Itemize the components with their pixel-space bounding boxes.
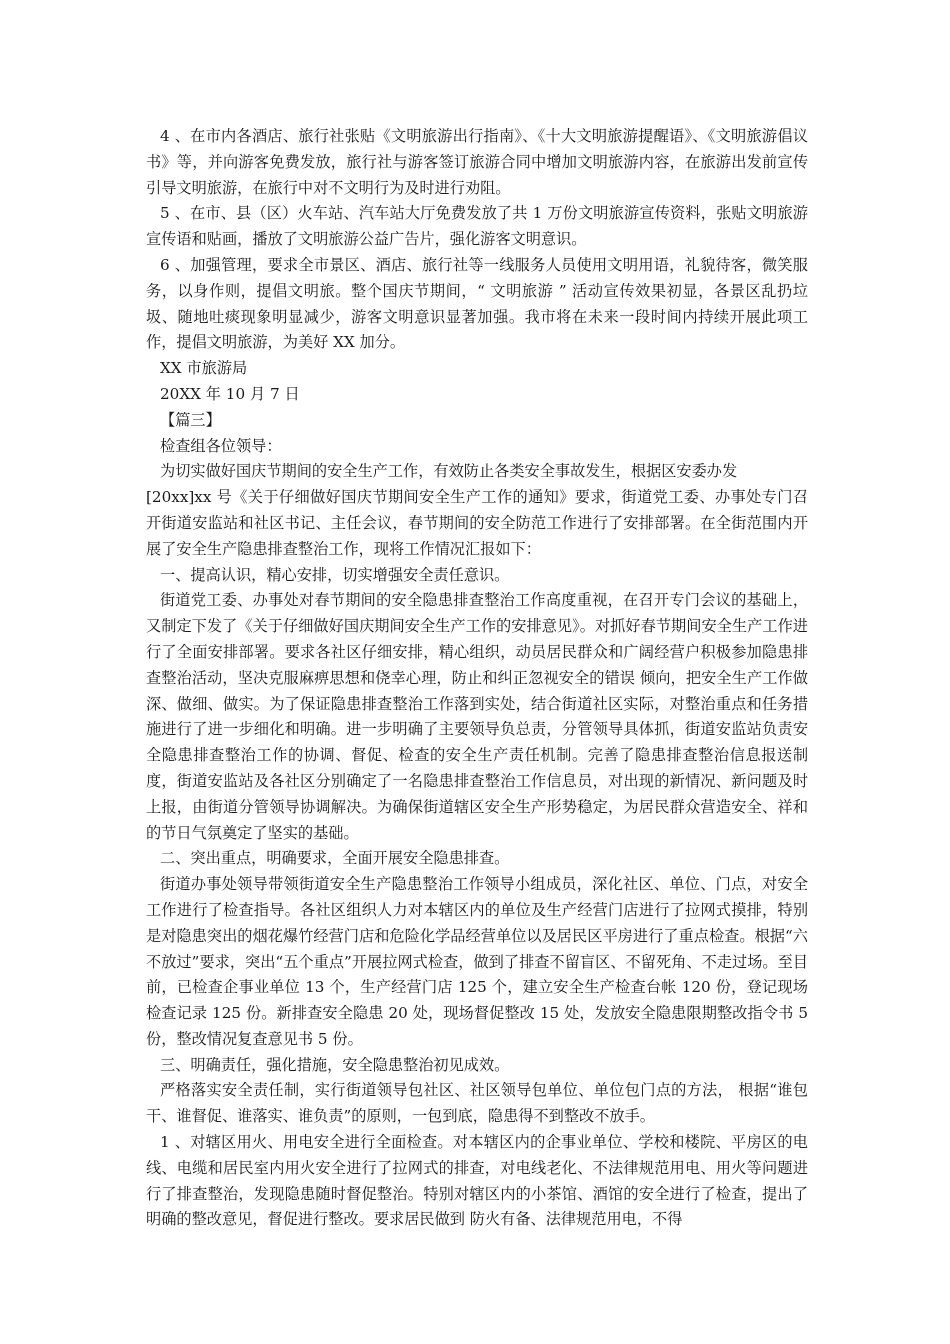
paragraph-item-1: 1 、对辖区用火、用电安全进行全面检查。对本辖区内的企事业单位、学校和楼院、平房区的电线、电缆和居民室内用火安全进行了拉网式的排查，对电线老化、不法律规范用电、用火等问题进行了排查整治，发现隐患随时督促整治。特别对辖区内的小茶馆、酒馆的安全进行了检查，提出了明确的整改意见，督促进行整改。要求居民做到 防火有备、法律规范用电，不得 (146, 1133, 808, 1229)
paragraph-part-one: 街道党工委、办事处对春节期间的安全隐患排查整治工作高度重视，在召开专门会议的基础上，又制定下发了《关于仔细做好国庆期间安全生产工作的安排意见》。对抓好春节期间安全生产工作进行了全面安排部署。要求各社区仔细安排，精心组织，动员居民群众和广阔经营户积极参加隐患排查整治活动，坚决克服麻痹思想和侥幸心理，防止和纠正忽视安全的错误 倾向，把安全生产工作做深、做细、做实。为了保证隐患排查整治工作落到实处，结合街道社区实际，对整治重点和任务措施进行了进一步细化和明确。进一步明确了主要领导负总责，分管领导具体抓，街道安监站负责安全隐患排查整治工作的协调、督促、检查的安全生产责任机制。完善了隐患排查整治信息报送制度，街道安监站及各社区分别确定了一名隐患排查整治工作信息员，对出现的新情况、新问题及时上报，由街道分管领导协调解决。为确保街道辖区安全生产形势稳定，为居民群众营造安全、祥和的节日气氛奠定了坚实的基础。 (146, 591, 808, 842)
heading-part-one: 一、提高认识，精心安排，切实增强安全责任意识。 (160, 565, 510, 584)
heading-part-three: 三、明确责任，强化措施，安全隐患整治初见成效。 (160, 1055, 510, 1074)
paragraph-part-three: 严格落实安全责任制，实行街道领导包社区、社区领导包单位、单位包门点的方法， 根据“谁包干、谁督促、谁落实、谁负责”的原则，一包到底，隐患得不到整改不放手。 (146, 1081, 808, 1126)
paragraph-item-6: 6 、加强管理，要求全市景区、酒店、旅行社等一线服务人员使用文明用语，礼貌待客，微笑服务，以身作则，提倡文明旅。整个国庆节期间，“ 文明旅游 ” 活动宣传效果初显，各景区乱扔垃圾、随地吐痰现象明显减少，游客文明意识显著加强。我市将在未来一段时间内持续开展此项工作，提倡文明旅游，为美好 XX 加分。 (146, 255, 808, 352)
signature-organization: XX 市旅游局 (160, 359, 248, 378)
salutation: 检查组各位领导： (160, 436, 282, 455)
heading-part-two: 二、突出重点，明确要求，全面开展安全隐患排查。 (160, 849, 510, 868)
intro-line: 为切实做好国庆节期间的安全生产工作，有效防止各类安全事故发生，根据区安委办发 (160, 462, 738, 481)
document-page (146, 124, 808, 1233)
paragraph-item-5: 5 、在市、县（区）火车站、汽车站大厅免费发放了共 1 万份文明旅游宣传资料，张贴文明旅游宣传语和贴画，播放了文明旅游公益广告片，强化游客文明意识。 (146, 204, 808, 249)
paragraph-item-4: 4 、在市内各酒店、旅行社张贴《文明旅游出行指南》、《十大文明旅游提醒语》、《文明旅游倡议书》等，并向游客免费发放，旅行社与游客签订旅游合同中增加文明旅游内容，在旅游出发前宣传引导文明旅游，在旅行中对不文明行为及时进行劝阻。 (146, 127, 808, 197)
paragraph-part-two: 街道办事处领导带领街道安全生产隐患整治工作领导小组成员，深化社区、单位、门点，对安全工作进行了检查指导。各社区组织人力对本辖区内的单位及生产经营门店进行了拉网式摸排，特别是对隐患突出的烟花爆竹经营门店和危险化学品经营单位以及居民区平房进行了重点检查。根据“六不放过”要求，突出“五个重点”开展拉网式检查，做到了排查不留盲区、不留死角、不走过场。至目前，已检查企事业单位 13 个，生产经营门店 125 个，建立安全生产检查台帐 120 份，登记现场检查记录 125 份。新排查安全隐患 20 处，现场督促整改 15 处，发放安全隐患限期整改指令书 5 份，整改情况复查意见书 5 份。 (146, 875, 808, 1048)
intro-paragraph: [20xx]xx 号《关于仔细做好国庆节期间安全生产工作的通知》要求，街道党工委、办事处专门召开街道安监站和社区书记、主任会议，春节期间的安全防范工作进行了安排部署。在全街范围内开展了安全生产隐患排查整治工作，现将工作情况汇报如下： (146, 488, 808, 558)
signature-date: 20XX 年 10 月 7 日 (160, 384, 300, 403)
section-heading: 【篇三】 (160, 410, 221, 429)
